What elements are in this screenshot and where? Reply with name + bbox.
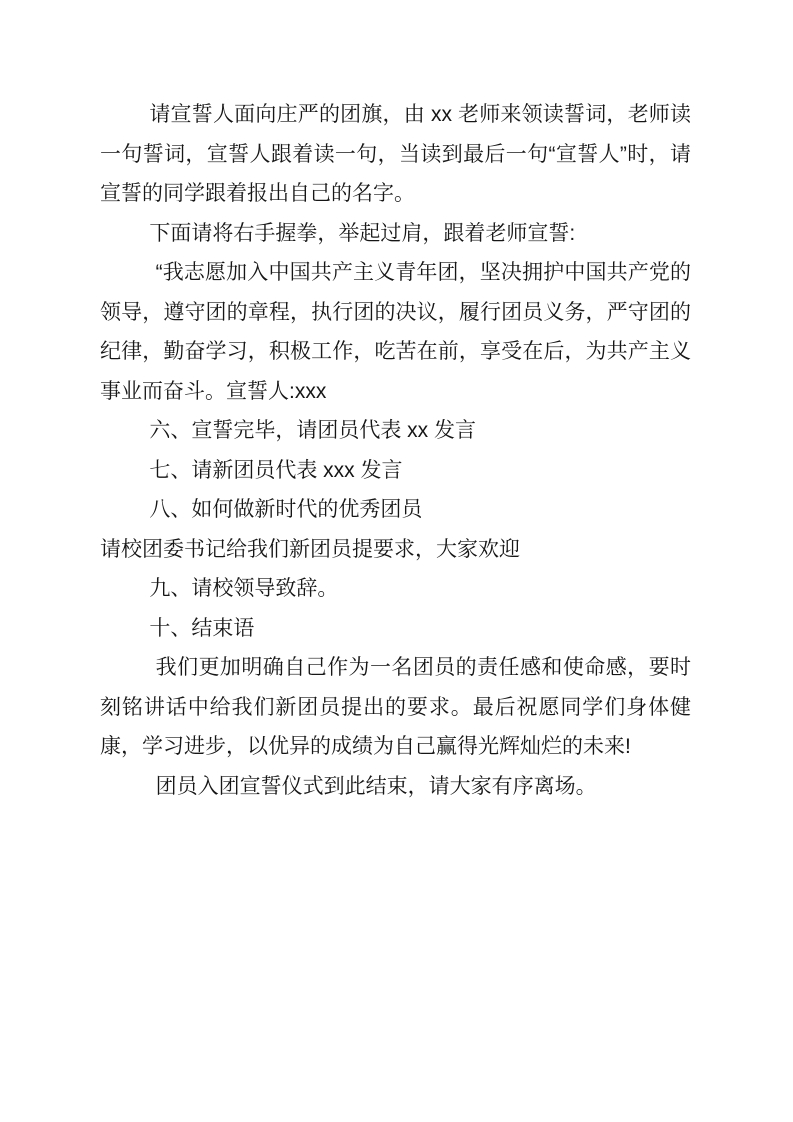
paragraph: 下面请将右手握拳，举起过肩，跟着老师宣誓:: [149, 221, 576, 245]
paragraph: 九、请校领导致辞。: [149, 577, 339, 600]
paragraph: 八、如何做新时代的优秀团员: [149, 498, 423, 521]
paragraph: 请宣誓人面向庄严的团旗，由 xx 老师来领读誓词，老师读一句誓词，宣誓人跟着读一句，当读到最后一句“宣誓人”时，请宣誓的同学跟着报出自己的名字。: [100, 103, 691, 205]
paragraph: 十、结束语: [149, 616, 255, 640]
paragraph: 我们更加明确自己作为一名团员的责任感和使命感，要时刻铭讲话中给我们新团员提出的要求。最后祝愿同学们身体健康，学习进步，以优异的成绩为自己赢得光辉灿烂的未来!: [100, 656, 691, 758]
paragraph: 请校团委书记给我们新团员提要求，大家欢迎: [100, 537, 520, 561]
document-body: [100, 95, 691, 806]
paragraph: “我志愿加入中国共产主义青年团，坚决拥护中国共产党的领导，遵守团的章程，执行团的决议，履行团员义务，严守团的纪律，勤奋学习，积极工作，吃苦在前，享受在后，为共产主义事业而奋斗。宣誓人:xxx: [100, 261, 691, 403]
paragraph: 团员入团宣誓仪式到此结束，请大家有序离场。: [155, 774, 597, 798]
paragraph: 七、请新团员代表 xxx 发言: [149, 458, 403, 482]
paragraph: 六、宣誓完毕，请团员代表 xx 发言: [149, 419, 477, 442]
